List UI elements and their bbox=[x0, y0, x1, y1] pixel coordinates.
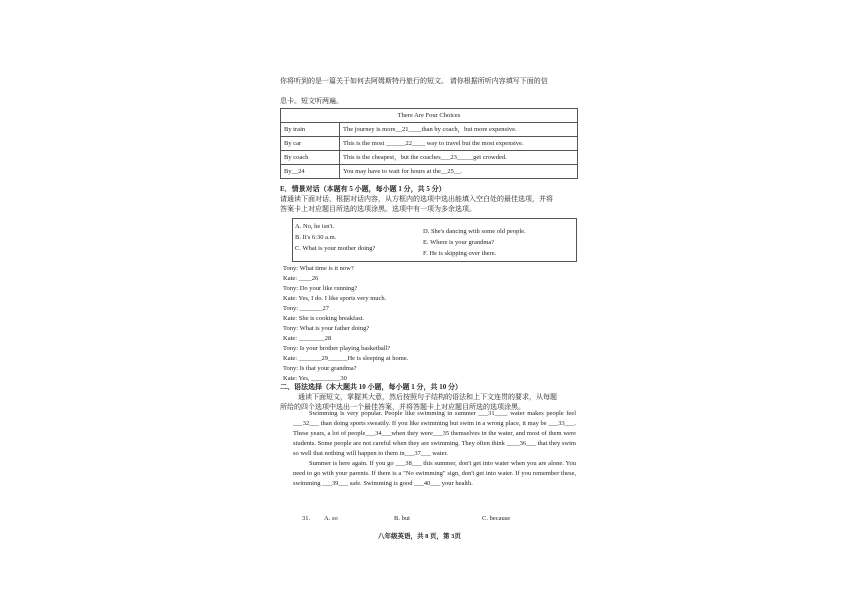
option-c-choice: C. because bbox=[482, 515, 511, 522]
dialog-line: Kate: Yes, _________30 bbox=[283, 375, 347, 382]
passage-paragraph-2: Summer is here again. If you go ___38___ this summer, don't get into water when you are alone. You need to go with your parents. If there is a "No swimming" sign, don't get into water. If you remember these, swimming ___39___ safe. Swimming is good ___40___ your health. bbox=[293, 460, 576, 487]
section-e bbox=[280, 184, 580, 214]
options-box bbox=[292, 218, 577, 262]
table-cell-mode: By car bbox=[281, 137, 340, 151]
section-2-instruction-2: 所给的四个选项中选出一个最佳答案，并将答题卡上对应题目所选的选项涂黑。 bbox=[280, 403, 525, 411]
table-title: There Are Four Choices bbox=[281, 109, 578, 123]
section-e-instruction-2: 答案卡上对应题目所选的选项涂黑。选项中有一项为多余选项。 bbox=[280, 205, 476, 213]
table-cell-mode: By__24 bbox=[281, 165, 340, 179]
dialog-line: Kate: She is cooking breakfast. bbox=[283, 315, 365, 322]
grammar-passage bbox=[293, 409, 576, 489]
info-card-table bbox=[280, 108, 578, 179]
options-left-column bbox=[295, 221, 375, 254]
table-row bbox=[281, 123, 578, 137]
dialog-line: Tony: Do your like running? bbox=[283, 285, 358, 292]
section-2 bbox=[280, 382, 580, 412]
table-row bbox=[281, 137, 578, 151]
dialog-line: Tony: Is your brother playing basketball? bbox=[283, 345, 391, 352]
option-e: E. Where is your grandma? bbox=[423, 239, 495, 246]
section-e-instruction-1: 请通读下面对话，根据对话内容，从方框内的选项中选出能填入空白处的最佳选项，并将 bbox=[280, 195, 553, 203]
option-b: B. It's 6:30 a.m. bbox=[295, 234, 337, 241]
table-row bbox=[281, 151, 578, 165]
page-footer: 八年级英语，共 8 页，第 3页 bbox=[378, 533, 461, 540]
table-cell-mode: By coach bbox=[281, 151, 340, 165]
dialog-line: Tony: What is your father doing? bbox=[283, 325, 370, 332]
passage-paragraph-1: Swimming is very popular. People like swimming in summer ___31____ water makes people feel ___32___ than doing sports sweatily. If you like swimming but swim in a wrong place, it may be ___33___. These years, a lot of people___34___when they were___35 themselves in the water, and most of them were students. Some people are not careful when they are swimming. They often think ____36___ that they swim so well that nothing will happen to them in___37___ water. bbox=[293, 410, 576, 457]
table-title-row bbox=[281, 109, 578, 123]
table-cell-desc: The journey is more__21____than by coach，but more expensive. bbox=[340, 123, 578, 137]
option-a-choice: A. so bbox=[324, 515, 338, 522]
intro-line-1: 你将听到的是一篇关于如何去阿姆斯特丹旅行的短文。 请你根据所听内容填写下面的信 bbox=[280, 77, 548, 85]
dialog-line: Tony: What time is it now? bbox=[283, 265, 354, 272]
option-c: C. What is your mother doing? bbox=[295, 245, 376, 252]
option-b-choice: B. but bbox=[394, 515, 410, 522]
intro-line-2: 息卡。短文听两遍。 bbox=[280, 97, 343, 105]
option-a: A. No, he isn't. bbox=[295, 223, 335, 230]
dialog-line: Kate: ____26 bbox=[283, 275, 319, 282]
dialog-line: Kate: _______29______He is sleeping at home. bbox=[283, 355, 409, 362]
table-cell-mode: By train bbox=[281, 123, 340, 137]
section-2-heading: 二、语法选择（本大题共 10 小题，每小题 1 分，共 10 分） bbox=[280, 383, 462, 391]
dialog-line: Tony: _______27 bbox=[283, 305, 329, 312]
dialog-line: Tony: Is that your grandma? bbox=[283, 365, 357, 372]
options-right-column bbox=[423, 226, 526, 259]
dialog-line: Kate: ________28 bbox=[283, 335, 332, 342]
option-f: F. He is skipping over there. bbox=[423, 250, 497, 257]
question-number: 31. bbox=[302, 515, 311, 522]
section-2-instruction-1: 通读下面短文，掌握其大意，然后按照句子结构的语法和上下文连贯的要求，从每题 bbox=[298, 393, 557, 401]
table-cell-desc: You may have to wait for hours at the__25__. bbox=[340, 165, 578, 179]
table-cell-desc: This is the cheapest，but the coaches___23_____get crowded. bbox=[340, 151, 578, 165]
table-row bbox=[281, 165, 578, 179]
option-d: D. She's dancing with some old people. bbox=[423, 228, 526, 235]
table-cell-desc: This is the most ______22____ way to travel but the most expensive. bbox=[340, 137, 578, 151]
dialog-line: Kate: Yes, I do. I like sports very much. bbox=[283, 295, 387, 302]
section-e-heading: E．情景对话（本题有 5 小题，每小题 1 分，共 5 分） bbox=[280, 185, 446, 193]
dialog bbox=[283, 264, 408, 384]
